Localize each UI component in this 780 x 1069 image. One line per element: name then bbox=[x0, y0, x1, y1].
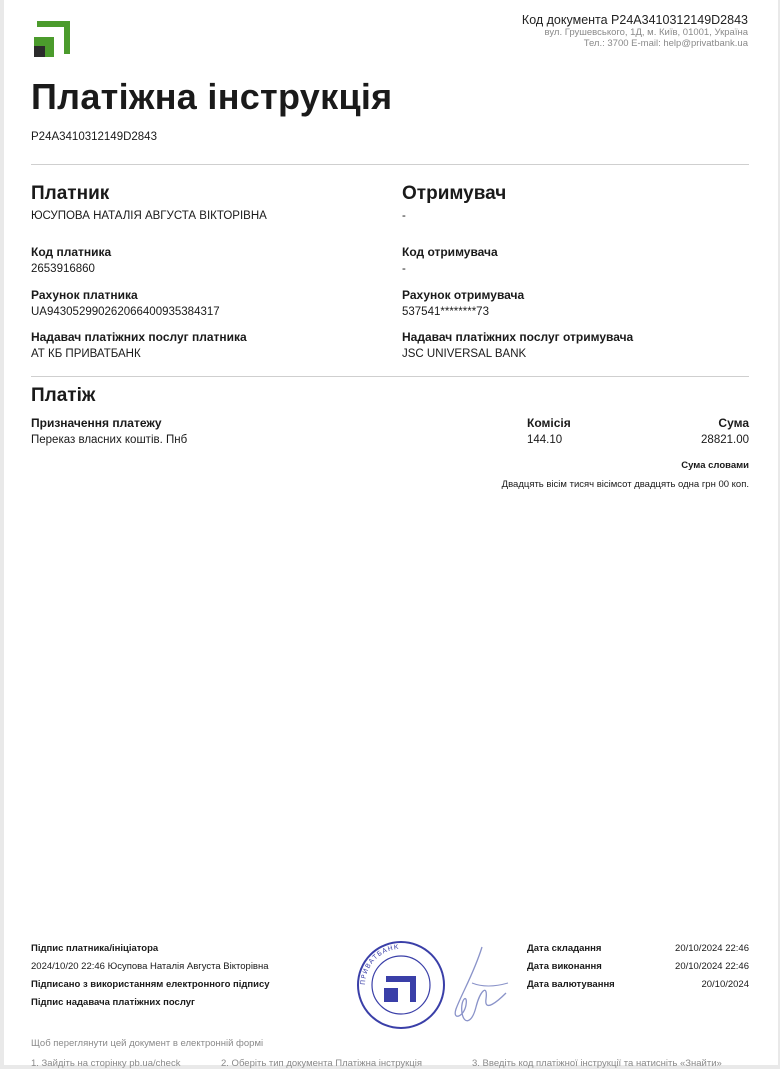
initiator-signature-label: Підпис платника/ініціатора bbox=[31, 943, 159, 954]
provider-signature-label: Підпис надавача платіжних послуг bbox=[31, 997, 195, 1008]
document-code: Код документа P24A3410312149D2843 bbox=[521, 13, 748, 27]
page-title: Платіжна інструкція bbox=[31, 76, 393, 117]
executed-date: 20/10/2024 22:46 bbox=[675, 961, 749, 972]
stamp-text: ПРИВАТБАНК bbox=[358, 942, 400, 986]
payment-heading: Платіж bbox=[31, 385, 96, 406]
amount-words-value: Двадцять вісім тисяч вісімсот двадцять одна грн 00 коп. bbox=[501, 479, 749, 490]
recipient-psp-label: Надавач платіжних послуг отримувача bbox=[402, 330, 634, 344]
recipient-account: 537541********73 bbox=[402, 306, 489, 318]
commission-label: Комісія bbox=[527, 416, 571, 430]
payer-heading: Платник bbox=[31, 183, 110, 204]
recipient-account-label: Рахунок отримувача bbox=[402, 288, 525, 302]
created-date: 20/10/2024 22:46 bbox=[675, 943, 749, 954]
recipient-name: - bbox=[402, 210, 406, 222]
footer-note: Щоб переглянути цей документ в електронній формі bbox=[31, 1038, 264, 1049]
payer-code-label: Код платника bbox=[31, 245, 112, 259]
divider bbox=[31, 164, 749, 165]
check-step-1: 1. Зайдіть на сторінку pb.ua/check bbox=[31, 1058, 181, 1069]
handwritten-signature bbox=[442, 943, 514, 1033]
bank-address: вул. Грушевського, 1Д, м. Київ, 01001, Україна bbox=[544, 27, 748, 38]
esign-label: Підписано з використанням електронного підпису bbox=[31, 979, 270, 990]
privatbank-logo-icon bbox=[31, 18, 73, 60]
purpose-value: Переказ власних коштів. Пнб bbox=[31, 434, 188, 446]
amount-label: Сума bbox=[718, 416, 749, 430]
payer-name: ЮСУПОВА НАТАЛІЯ АВГУСТА ВІКТОРІВНА bbox=[31, 210, 267, 222]
created-date-label: Дата складання bbox=[527, 943, 602, 954]
payer-code: 2653916860 bbox=[31, 263, 95, 275]
amount-value: 28821.00 bbox=[701, 434, 749, 446]
payer-psp-label: Надавач платіжних послуг платника bbox=[31, 330, 247, 344]
initiator-signature-value: 2024/10/20 22:46 Юсупова Наталія Августа Вікторівна bbox=[31, 961, 269, 972]
bank-contacts: Тел.: 3700 E-mail: help@privatbank.ua bbox=[583, 38, 748, 49]
document-id: P24A3410312149D2843 bbox=[31, 131, 157, 143]
amount-words-label: Сума словами bbox=[681, 460, 749, 471]
bank-stamp bbox=[356, 940, 446, 1030]
executed-date-label: Дата виконання bbox=[527, 961, 602, 972]
recipient-heading: Отримувач bbox=[402, 183, 507, 204]
payer-psp: АТ КБ ПРИВАТБАНК bbox=[31, 348, 141, 360]
recipient-psp: JSC UNIVERSAL BANK bbox=[402, 348, 527, 360]
commission-value: 144.10 bbox=[527, 434, 563, 446]
recipient-code-label: Код отримувача bbox=[402, 245, 498, 259]
check-step-2: 2. Оберіть тип документа Платіжна інструкція bbox=[221, 1058, 422, 1069]
document-page bbox=[4, 0, 778, 1069]
payer-account: UA943052990262066400935384317 bbox=[31, 306, 220, 318]
purpose-label: Призначення платежу bbox=[31, 416, 162, 430]
value-date-label: Дата валютування bbox=[527, 979, 615, 990]
recipient-code: - bbox=[402, 263, 406, 275]
check-step-3: 3. Введіть код платіжної інструкції та натисніть «Знайти» bbox=[472, 1058, 722, 1069]
document-header bbox=[522, 13, 748, 49]
divider bbox=[31, 376, 749, 377]
value-date: 20/10/2024 bbox=[701, 979, 749, 990]
payer-account-label: Рахунок платника bbox=[31, 288, 138, 302]
